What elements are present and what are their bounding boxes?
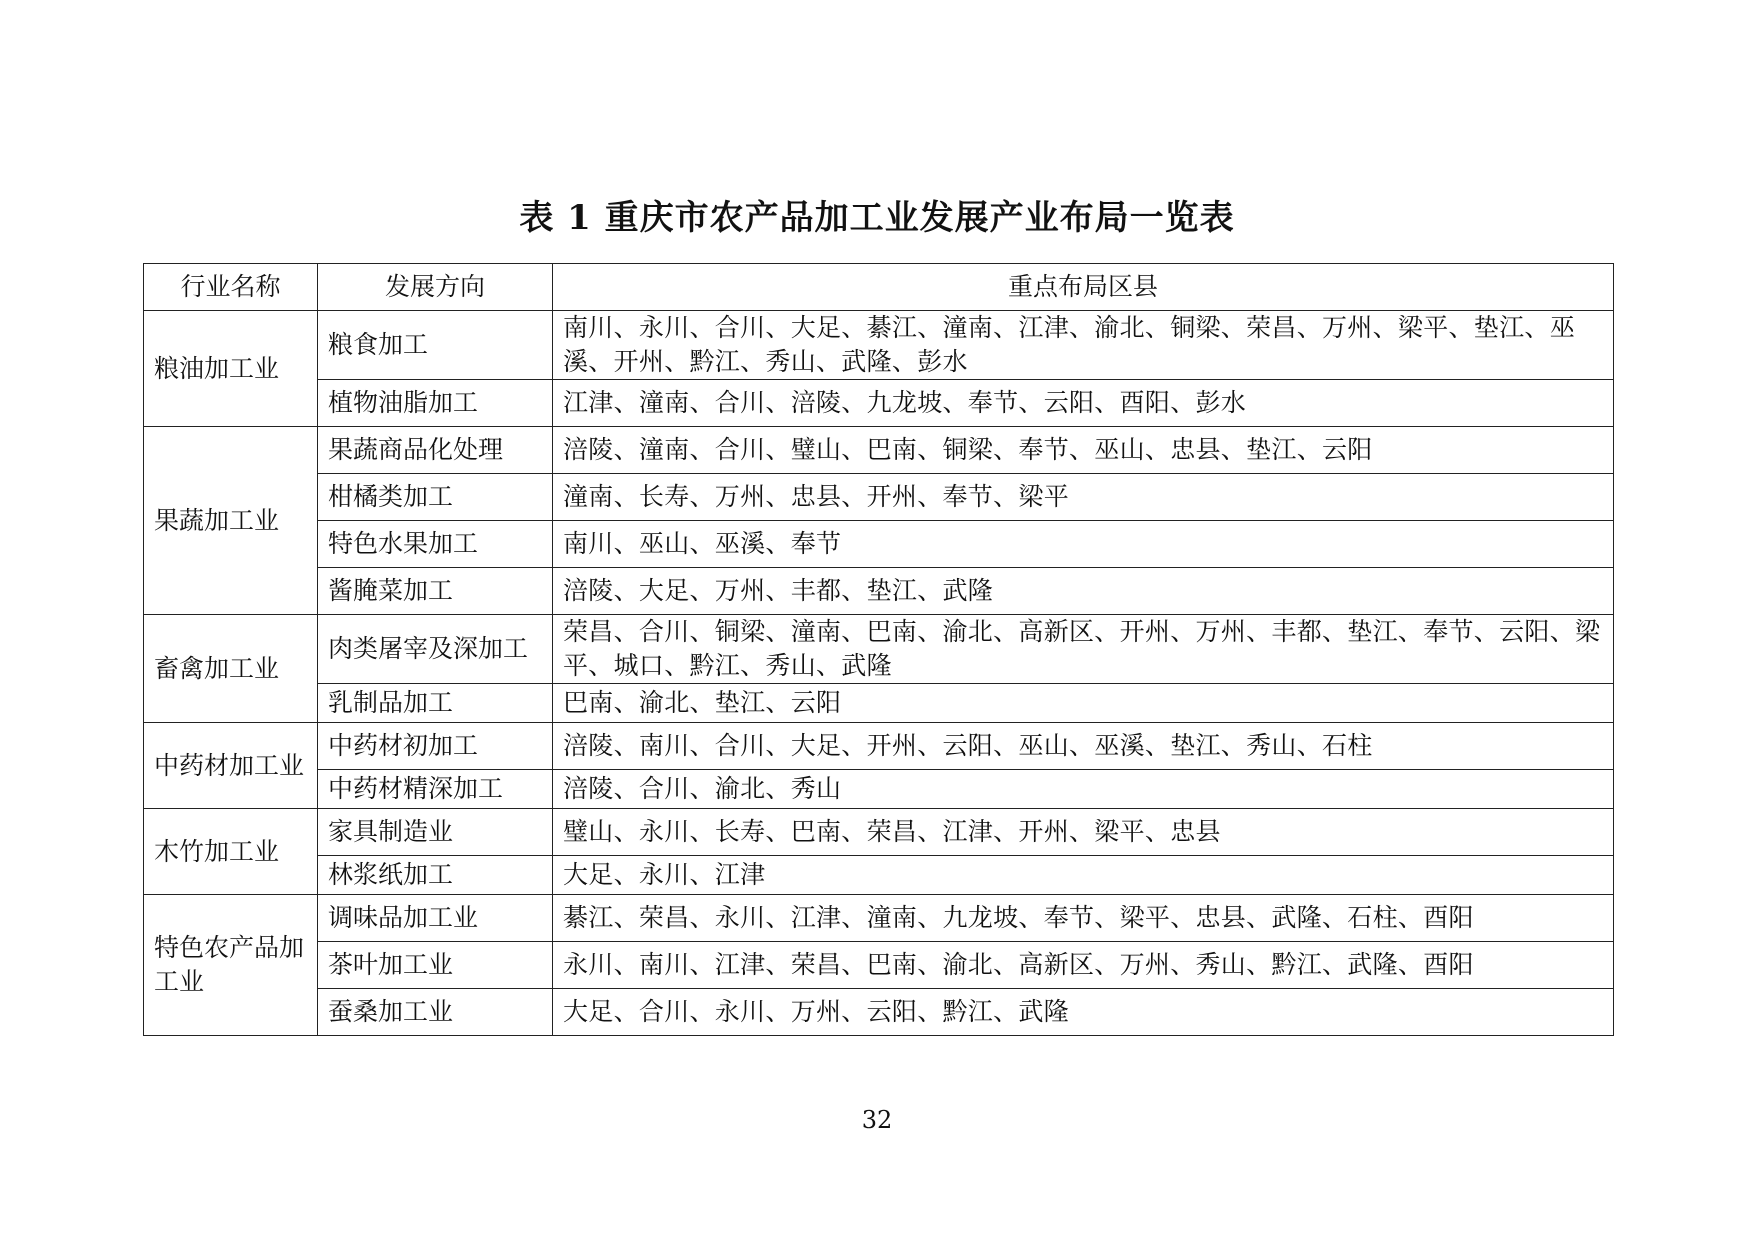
direction-cell: 肉类屠宰及深加工 (318, 615, 553, 684)
table-row (144, 809, 1614, 856)
direction-cell: 果蔬商品化处理 (318, 427, 553, 474)
regions-cell: 潼南、长寿、万州、忠县、开州、奉节、梁平 (553, 474, 1614, 521)
industry-cell: 木竹加工业 (144, 809, 318, 895)
industry-cell: 畜禽加工业 (144, 615, 318, 723)
industry-cell: 粮油加工业 (144, 311, 318, 427)
regions-cell: 涪陵、大足、万州、丰都、垫江、武隆 (553, 568, 1614, 615)
header-development-direction: 发展方向 (318, 264, 553, 311)
table-row (144, 723, 1614, 770)
table-row (144, 856, 1614, 895)
regions-cell: 永川、南川、江津、荣昌、巴南、渝北、高新区、万州、秀山、黔江、武隆、酉阳 (553, 942, 1614, 989)
direction-cell: 特色水果加工 (318, 521, 553, 568)
direction-cell: 茶叶加工业 (318, 942, 553, 989)
regions-cell: 涪陵、潼南、合川、璧山、巴南、铜梁、奉节、巫山、忠县、垫江、云阳 (553, 427, 1614, 474)
regions-cell: 涪陵、南川、合川、大足、开州、云阳、巫山、巫溪、垫江、秀山、石柱 (553, 723, 1614, 770)
regions-cell: 綦江、荣昌、永川、江津、潼南、九龙坡、奉节、梁平、忠县、武隆、石柱、酉阳 (553, 895, 1614, 942)
header-key-regions: 重点布局区县 (553, 264, 1614, 311)
table-header-row (144, 264, 1614, 311)
industry-layout-table (143, 263, 1614, 1036)
table-row (144, 311, 1614, 380)
industry-cell: 特色农产品加工业 (144, 895, 318, 1036)
layout-table-container (143, 263, 1613, 1036)
page-number: 32 (861, 1106, 893, 1134)
regions-cell: 南川、永川、合川、大足、綦江、潼南、江津、渝北、铜梁、荣昌、万州、梁平、垫江、巫溪、开州、黔江、秀山、武隆、彭水 (553, 311, 1614, 380)
regions-cell: 巴南、渝北、垫江、云阳 (553, 684, 1614, 723)
direction-cell: 粮食加工 (318, 311, 553, 380)
page-title: 表 1 重庆市农产品加工业发展产业布局一览表 (519, 198, 1235, 238)
table-row (144, 474, 1614, 521)
direction-cell: 中药材初加工 (318, 723, 553, 770)
direction-cell: 家具制造业 (318, 809, 553, 856)
table-row (144, 521, 1614, 568)
regions-cell: 璧山、永川、长寿、巴南、荣昌、江津、开州、梁平、忠县 (553, 809, 1614, 856)
direction-cell: 乳制品加工 (318, 684, 553, 723)
direction-cell: 酱腌菜加工 (318, 568, 553, 615)
direction-cell: 蚕桑加工业 (318, 989, 553, 1036)
table-row (144, 380, 1614, 427)
header-industry-name: 行业名称 (144, 264, 318, 311)
direction-cell: 植物油脂加工 (318, 380, 553, 427)
direction-cell: 柑橘类加工 (318, 474, 553, 521)
table-row (144, 684, 1614, 723)
direction-cell: 中药材精深加工 (318, 770, 553, 809)
regions-cell: 荣昌、合川、铜梁、潼南、巴南、渝北、高新区、开州、万州、丰都、垫江、奉节、云阳、梁平、城口、黔江、秀山、武隆 (553, 615, 1614, 684)
table-row (144, 942, 1614, 989)
table-row (144, 615, 1614, 684)
regions-cell: 江津、潼南、合川、涪陵、九龙坡、奉节、云阳、酉阳、彭水 (553, 380, 1614, 427)
industry-cell: 果蔬加工业 (144, 427, 318, 615)
regions-cell: 大足、永川、江津 (553, 856, 1614, 895)
table-row (144, 895, 1614, 942)
regions-cell: 大足、合川、永川、万州、云阳、黔江、武隆 (553, 989, 1614, 1036)
regions-cell: 涪陵、合川、渝北、秀山 (553, 770, 1614, 809)
table-row (144, 568, 1614, 615)
industry-cell: 中药材加工业 (144, 723, 318, 809)
table-row (144, 427, 1614, 474)
direction-cell: 林浆纸加工 (318, 856, 553, 895)
direction-cell: 调味品加工业 (318, 895, 553, 942)
table-row (144, 770, 1614, 809)
regions-cell: 南川、巫山、巫溪、奉节 (553, 521, 1614, 568)
table-row (144, 989, 1614, 1036)
